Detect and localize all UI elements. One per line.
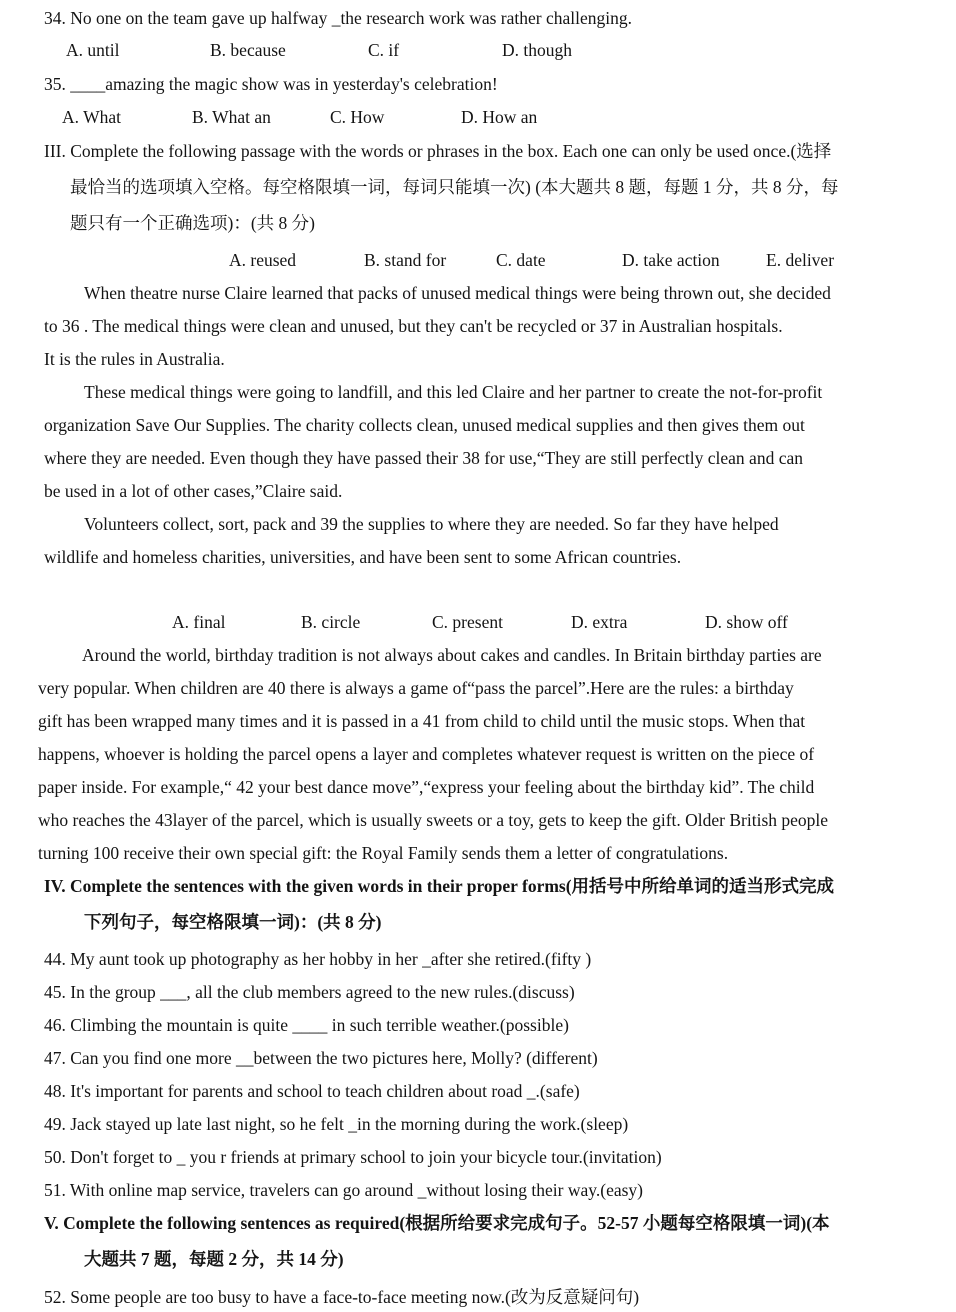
section-4-heading-line-2: 下列句子，每空格限填一词)：(共 8 分) [84,912,382,932]
box1-option-e: E. deliver [766,250,835,270]
question-35-stem: 35. ____amazing the magic show was in yesterday's celebration! [44,74,498,94]
question-50: 50. Don't forget to _ you r friends at primary school to join your bicycle tour.(invitation) [44,1147,662,1167]
question-44: 44. My aunt took up photography as her hobby in her _after she retired.(fifty ) [44,949,592,969]
passage1-line-4: These medical things were going to landfill, and this led Claire and her partner to create the not-for-profit [84,382,823,402]
q34-option-b: B. because [210,40,286,60]
passage2-line-7: turning 100 receive their own special gift: the Royal Family sends them a letter of congratulations. [38,843,729,863]
q35-option-d: D. How an [461,107,538,127]
box1-option-a: A. reused [229,250,297,270]
passage1-line-6: where they are needed. Even though they have passed their 38 for use,“They are still perfectly clean and can [44,448,803,468]
box2-option-e: D. show off [705,612,788,632]
question-52: 52. Some people are too busy to have a face-to-face meeting now.(改为反意疑问句) [44,1287,640,1307]
box2-option-d: D. extra [571,612,628,632]
question-51: 51. With online map service, travelers can go around _without losing their way.(easy) [44,1180,643,1200]
question-45: 45. In the group ___, all the club members agreed to the new rules.(discuss) [44,982,575,1002]
box2-option-b: B. circle [301,612,361,632]
box1-option-c: C. date [496,250,546,270]
passage2-line-1: Around the world, birthday tradition is not always about cakes and candles. In Britain birthday parties are [82,645,822,665]
box1-option-d: D. take action [622,250,720,270]
q34-option-d: D. though [502,40,572,60]
passage2-line-3: gift has been wrapped many times and it is passed in a 41 from child to child until the music stops. When that [38,711,806,731]
q34-option-c: C. if [368,40,400,60]
section-3-heading-line-2: 最恰当的选项填入空格。每空格限填一词，每词只能填一次) (本大题共 8 题，每题 1 分，共 8 分，每 [70,177,839,197]
box2-option-c: C. present [432,612,503,632]
q35-option-b: B. What an [192,107,271,127]
passage1-line-7: be used in a lot of other cases,”Claire said. [44,481,343,501]
q35-option-a: A. What [62,107,121,127]
passage2-line-4: happens, whoever is holding the parcel opens a layer and completes whatever request is written on the piece of [38,744,815,764]
box2-option-a: A. final [172,612,226,632]
passage1-line-3: It is the rules in Australia. [44,349,225,369]
question-48: 48. It's important for parents and school to teach children about road _.(safe) [44,1081,580,1101]
box1-option-b: B. stand for [364,250,447,270]
question-34-stem: 34. No one on the team gave up halfway _the research work was rather challenging. [44,8,632,28]
section-3-heading-line-1: III. Complete the following passage with the words or phrases in the box. Each one can only be used once.(选择 [44,141,832,161]
section-5-heading-line-2: 大题共 7 题，每题 2 分，共 14 分) [84,1249,344,1269]
section-5-heading-line-1: V. Complete the following sentences as required(根据所给要求完成句子。52-57 小题每空格限填一词)(本 [44,1213,830,1233]
section-4-heading-line-1: IV. Complete the sentences with the given words in their proper forms(用括号中所给单词的适当形式完成 [44,876,835,896]
passage2-line-6: who reaches the 43layer of the parcel, which is usually sweets or a toy, gets to keep the gift. Older British people [38,810,829,830]
passage2-line-5: paper inside. For example,“ 42 your best dance move”,“express your feeling about the birthday kid”. The child [38,777,815,797]
question-46: 46. Climbing the mountain is quite ____ in such terrible weather.(possible) [44,1015,569,1035]
passage1-line-5: organization Save Our Supplies. The charity collects clean, unused medical supplies and then gives them out [44,415,805,435]
section-3-heading-line-3: 题只有一个正确选项)：(共 8 分) [70,213,315,233]
passage1-line-8: Volunteers collect, sort, pack and 39 the supplies to where they are needed. So far they have helped [84,514,779,534]
passage1-line-1: When theatre nurse Claire learned that packs of unused medical things were being thrown out, she decided [84,283,831,303]
passage1-line-2: to 36 . The medical things were clean and unused, but they can't be recycled or 37 in Australian hospitals. [44,316,783,336]
passage1-line-9: wildlife and homeless charities, universities, and have been sent to some African countries. [44,547,682,567]
question-49: 49. Jack stayed up late last night, so he felt _in the morning during the work.(sleep) [44,1114,629,1134]
passage2-line-2: very popular. When children are 40 there is always a game of“pass the parcel”.Here are the rules: a birthday [38,678,794,698]
q35-option-c: C. How [330,107,385,127]
q34-option-a: A. until [66,40,120,60]
question-47: 47. Can you find one more __between the two pictures here, Molly? (different) [44,1048,598,1068]
